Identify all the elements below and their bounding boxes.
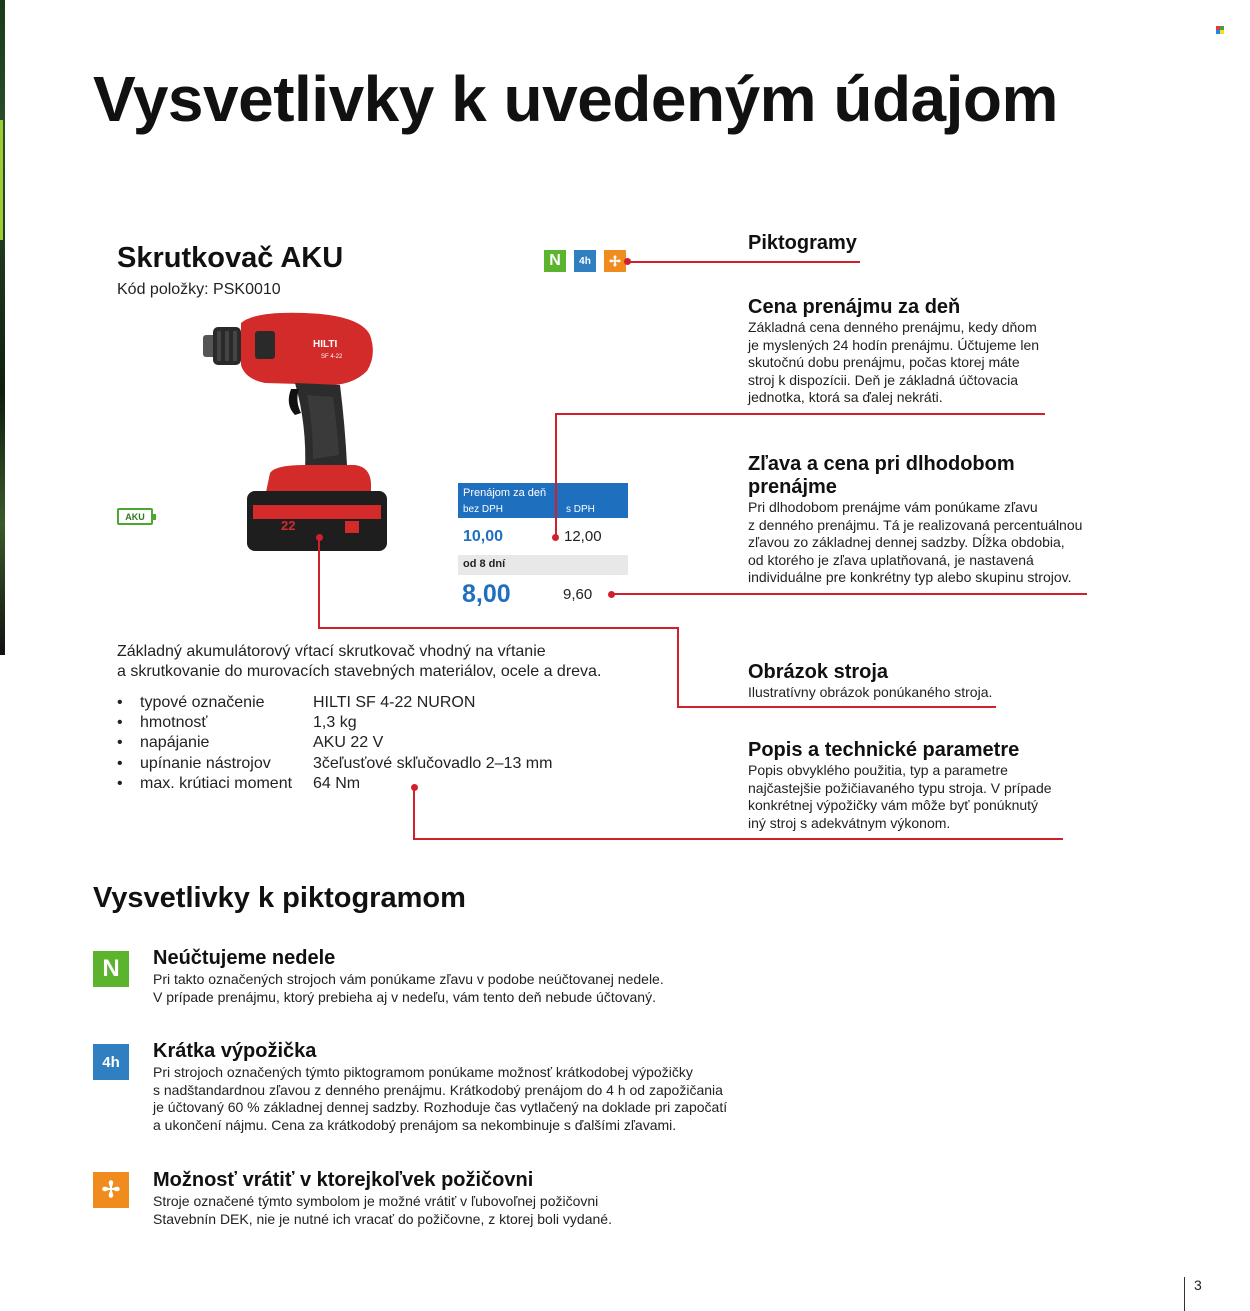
short-rental-icon: 4h: [574, 250, 596, 272]
connector-line-params-v: [413, 787, 415, 840]
explanation-heading-discount: Zľava a cena pri dlhodobom prenájme: [748, 453, 1015, 498]
price-day-net: 10,00: [463, 528, 504, 545]
connector-line-params-h: [413, 838, 1063, 840]
explanation-text-params: Popis obvyklého použitia, typ a parametre najčastejšie požičiavaného typu stroja. V prípade konkrétnej výpožičky vám môže byť ponúknutý iný stroj s adekvátnym výkonom.: [748, 762, 1052, 831]
price-header-title: Prenájom za deň: [463, 487, 547, 499]
product-code: Kód položky: PSK0010: [117, 281, 281, 298]
drill-image: [195, 305, 395, 555]
page-title: Vysvetlivky k uvedeným údajom: [93, 63, 1058, 135]
power-badge: AKU: [117, 508, 153, 525]
explanation-heading-image: Obrázok stroja: [748, 661, 889, 683]
left-edge-decoration: [0, 0, 5, 655]
product-description: [117, 642, 637, 682]
description-line: a skrutkovanie do murovacích stavebných materiálov, ocele a dreva.: [117, 663, 602, 680]
price-long-label: od 8 dní: [463, 558, 506, 570]
sunday-free-icon: N: [93, 951, 129, 987]
connector-line-price-top: [555, 413, 1045, 415]
drill-model: SF 4-22: [321, 354, 343, 360]
explanation-text-price: Základná cena denného prenájmu, kedy dňom je myslených 24 hodín prenájmu. Účtujeme len skutočnú dobu prenájmu, počas ktorej máte stroj k dispozícii. Deň je základná účtovacia jednotka, ktorá sa ďalej nekráti.: [748, 319, 1040, 406]
legend-text-return: Stroje označené týmto symbolom je možné vrátiť v ľubovoľnej požičovni Stavebnín DEK, nie je nutné ich vracať do požičovne, z ktorej boli vydané.: [153, 1193, 612, 1227]
legend-text-sunday: Pri takto označených strojoch vám ponúkame zľavu v podobe neúčtovanej nedele. V prípade prenájmu, ktorý prebieha aj v nedeľu, vám tento deň nebude účtovaný.: [153, 971, 664, 1005]
connector-dot-price: [552, 534, 559, 541]
drill-battery: [247, 491, 387, 551]
connector-line-image-h1: [318, 627, 679, 629]
price-long-gross: 9,60: [563, 586, 593, 603]
explanation-text-image: Ilustratívny obrázok ponúkaného stroja.: [748, 684, 993, 700]
drill-battery-label: 22: [281, 518, 296, 533]
price-col-gross: s DPH: [566, 504, 595, 515]
return-anywhere-icon: ✢: [604, 250, 626, 272]
description-line: Základný akumulátorový vŕtací skrutkovač vhodný na vŕtanie: [117, 643, 546, 660]
legend-heading-short: Krátka výpožička: [153, 1040, 317, 1062]
legend-heading-sunday: Neúčtujeme nedele: [153, 947, 336, 969]
drill-brand: HILTI: [313, 339, 338, 350]
legend-title: Vysvetlivky k piktogramom: [93, 882, 466, 914]
price-col-net: bez DPH: [463, 504, 504, 515]
explanation-text-discount: Pri dlhodobom prenájme vám ponúkame zľavu z denného prenájmu. Tá je realizovaná percentuálnou zľavou zo základnej dennej sadzby. Dĺžka obdobia, od ktorého je zľava uplatňovaná, je nastavená individuálne pre konkrétny typ alebo skupinu strojov.: [748, 499, 1083, 586]
explanation-heading-price: Cena prenájmu za deň: [748, 296, 961, 318]
return-anywhere-icon: ✢: [93, 1172, 129, 1208]
connector-line-image-v2: [677, 627, 679, 708]
sunday-free-icon: N: [544, 250, 566, 272]
explanation-heading-params: Popis a technické parametre: [748, 739, 1020, 761]
color-mark: [1216, 26, 1224, 34]
connector-line-pictograms: [627, 261, 860, 263]
product-title: Skrutkovač AKU: [117, 242, 344, 274]
legend-text-short: Pri strojoch označených týmto piktogramom ponúkame možnosť krátkodobej výpožičky s nadštandardnou zľavou z denného prenájmu. Krátkodobý prenájom do 4 h od zapožičania je účtovaný 60 % základnej dennej sadzby. Rozhoduje čas vytlačený na doklade pri započatí a ukončení nájmu. Cena za krátkodobý prenájom sa nekombinuje s ďalšími zľavami.: [153, 1064, 728, 1133]
connector-line-image-h2: [677, 706, 996, 708]
price-header: [458, 483, 628, 518]
left-edge-accent: [0, 120, 3, 240]
connector-line-discount: [611, 593, 1087, 595]
page-number-divider: [1184, 1277, 1185, 1311]
legend-heading-return: Možnosť vrátiť v ktorejkoľvek požičovni: [153, 1169, 534, 1191]
explanation-heading-pictograms: Piktogramy: [748, 232, 857, 254]
page-number: 3: [1194, 1277, 1202, 1293]
price-day-gross: 12,00: [564, 528, 602, 545]
price-long-net: 8,00: [462, 580, 511, 608]
connector-line-price-vertical: [555, 413, 557, 537]
connector-line-image-v1: [318, 537, 320, 627]
short-rental-icon: 4h: [93, 1044, 129, 1080]
